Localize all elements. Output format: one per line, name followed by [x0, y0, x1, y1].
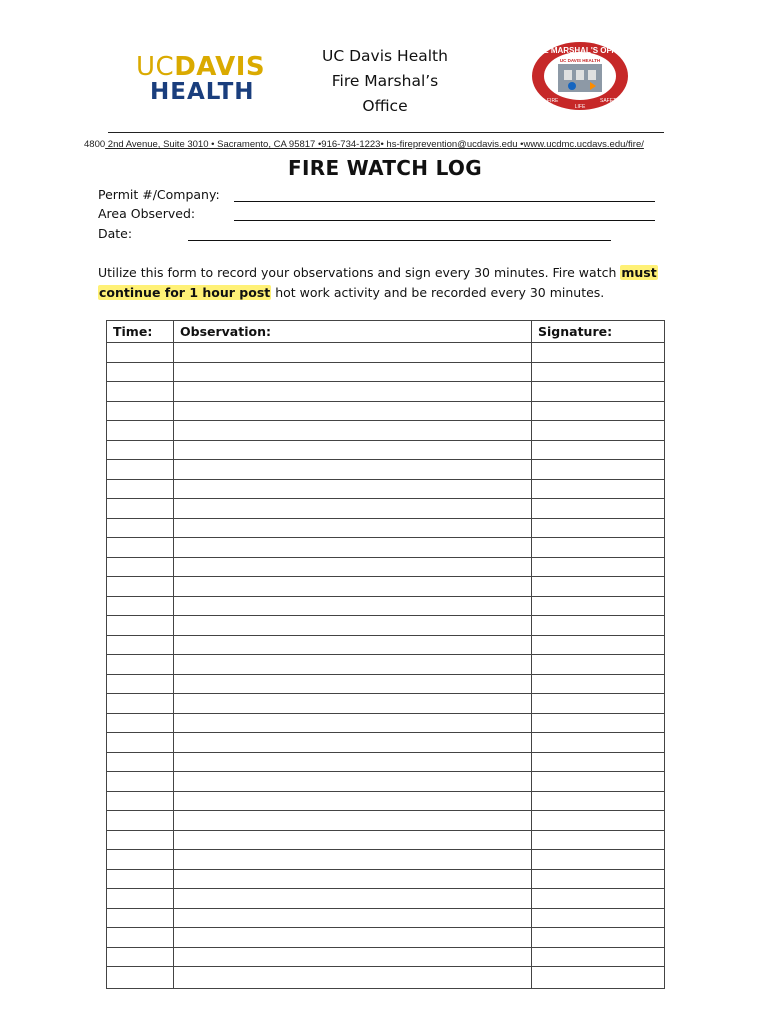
- signature-cell[interactable]: [532, 401, 665, 421]
- signature-cell[interactable]: [532, 733, 665, 753]
- observation-cell[interactable]: [174, 382, 532, 402]
- signature-cell[interactable]: [532, 382, 665, 402]
- signature-cell[interactable]: [532, 674, 665, 694]
- time-cell[interactable]: [107, 499, 174, 519]
- table-row: [107, 947, 665, 967]
- table-row: [107, 869, 665, 889]
- signature-cell[interactable]: [532, 655, 665, 675]
- table-row: [107, 479, 665, 499]
- signature-cell[interactable]: [532, 577, 665, 597]
- observation-cell[interactable]: [174, 908, 532, 928]
- permit-company-label: Permit #/Company:: [98, 187, 220, 202]
- signature-cell[interactable]: [532, 830, 665, 850]
- time-cell[interactable]: [107, 947, 174, 967]
- table-row: [107, 752, 665, 772]
- signature-cell[interactable]: [532, 811, 665, 831]
- table-row: [107, 908, 665, 928]
- time-cell[interactable]: [107, 928, 174, 948]
- signature-cell[interactable]: [532, 518, 665, 538]
- table-row: [107, 928, 665, 948]
- observation-cell[interactable]: [174, 928, 532, 948]
- table-row: [107, 382, 665, 402]
- table-row: [107, 635, 665, 655]
- table-row: [107, 967, 665, 989]
- observation-cell[interactable]: [174, 343, 532, 363]
- observation-cell[interactable]: [174, 479, 532, 499]
- time-cell[interactable]: [107, 791, 174, 811]
- table-row: [107, 616, 665, 636]
- table-row: [107, 889, 665, 909]
- signature-column-header: Signature:: [532, 321, 665, 343]
- signature-cell[interactable]: [532, 596, 665, 616]
- signature-cell[interactable]: [532, 538, 665, 558]
- table-row: [107, 557, 665, 577]
- signature-cell[interactable]: [532, 635, 665, 655]
- observation-cell[interactable]: [174, 752, 532, 772]
- observation-cell[interactable]: [174, 499, 532, 519]
- table-row: [107, 713, 665, 733]
- table-row: [107, 401, 665, 421]
- observation-cell[interactable]: [174, 655, 532, 675]
- time-cell[interactable]: [107, 518, 174, 538]
- time-cell[interactable]: [107, 557, 174, 577]
- signature-cell[interactable]: [532, 791, 665, 811]
- time-cell[interactable]: [107, 967, 174, 989]
- office-title: UC Davis Health Fire Marshal’s Office: [322, 47, 448, 115]
- signature-cell[interactable]: [532, 616, 665, 636]
- time-cell[interactable]: [107, 362, 174, 382]
- table-row: [107, 791, 665, 811]
- time-cell[interactable]: [107, 538, 174, 558]
- table-row: [107, 811, 665, 831]
- table-row: [107, 538, 665, 558]
- signature-cell[interactable]: [532, 362, 665, 382]
- svg-text:SAFETY: SAFETY: [600, 98, 620, 104]
- signature-cell[interactable]: [532, 947, 665, 967]
- time-cell[interactable]: [107, 343, 174, 363]
- signature-cell[interactable]: [532, 869, 665, 889]
- signature-cell[interactable]: [532, 772, 665, 792]
- observation-cell[interactable]: [174, 674, 532, 694]
- observation-cell[interactable]: [174, 577, 532, 597]
- signature-cell[interactable]: [532, 460, 665, 480]
- observation-cell[interactable]: [174, 518, 532, 538]
- signature-cell[interactable]: [532, 694, 665, 714]
- table-row: [107, 499, 665, 519]
- table-row: [107, 674, 665, 694]
- observation-cell[interactable]: [174, 791, 532, 811]
- observation-cell[interactable]: [174, 401, 532, 421]
- fire-watch-log-table: [106, 320, 665, 989]
- svg-text:FIRE MARSHAL'S OFFICE: FIRE MARSHAL'S OFFICE: [530, 46, 630, 55]
- signature-cell[interactable]: [532, 752, 665, 772]
- signature-cell[interactable]: [532, 967, 665, 989]
- signature-cell[interactable]: [532, 889, 665, 909]
- time-cell[interactable]: [107, 830, 174, 850]
- time-cell[interactable]: [107, 479, 174, 499]
- table-row: [107, 362, 665, 382]
- table-row: [107, 421, 665, 441]
- observation-cell[interactable]: [174, 733, 532, 753]
- time-cell[interactable]: [107, 674, 174, 694]
- area-observed-label: Area Observed:: [98, 206, 196, 221]
- permit-company-field[interactable]: [234, 201, 655, 202]
- table-row: [107, 655, 665, 675]
- observation-cell[interactable]: [174, 889, 532, 909]
- observation-cell[interactable]: [174, 869, 532, 889]
- time-cell[interactable]: [107, 401, 174, 421]
- time-cell[interactable]: [107, 772, 174, 792]
- time-cell[interactable]: [107, 889, 174, 909]
- observation-cell[interactable]: [174, 830, 532, 850]
- time-cell[interactable]: [107, 382, 174, 402]
- uc-davis-health-logo: UCDAVIS HEALTH: [136, 52, 266, 105]
- date-label: Date:: [98, 226, 133, 241]
- table-row: [107, 440, 665, 460]
- observation-cell[interactable]: [174, 616, 532, 636]
- observation-cell[interactable]: [174, 947, 532, 967]
- header-divider: [108, 132, 664, 133]
- signature-cell[interactable]: [532, 850, 665, 870]
- observation-cell[interactable]: [174, 850, 532, 870]
- observation-cell[interactable]: [174, 362, 532, 382]
- observation-cell[interactable]: [174, 440, 532, 460]
- time-cell[interactable]: [107, 655, 174, 675]
- table-row: [107, 694, 665, 714]
- signature-cell[interactable]: [532, 421, 665, 441]
- table-row: [107, 596, 665, 616]
- page-title: FIRE WATCH LOG: [288, 156, 482, 180]
- table-row: [107, 518, 665, 538]
- time-cell[interactable]: [107, 440, 174, 460]
- time-cell[interactable]: [107, 635, 174, 655]
- area-observed-field[interactable]: [234, 220, 655, 221]
- observation-cell[interactable]: [174, 811, 532, 831]
- table-row: [107, 850, 665, 870]
- svg-text:UC DAVIS HEALTH: UC DAVIS HEALTH: [559, 58, 601, 63]
- time-cell[interactable]: [107, 850, 174, 870]
- signature-cell[interactable]: [532, 479, 665, 499]
- signature-cell[interactable]: [532, 928, 665, 948]
- table-row: [107, 772, 665, 792]
- address-line: 4800 2nd Avenue, Suite 3010 • Sacramento, CA 95817 •916-734-1223• hs-fireprevention@ucdavis.edu •www.ucdmc.ucdavs.edu/fire/: [84, 139, 644, 150]
- time-cell[interactable]: [107, 616, 174, 636]
- observation-cell[interactable]: [174, 596, 532, 616]
- observation-cell[interactable]: [174, 713, 532, 733]
- time-cell[interactable]: [107, 713, 174, 733]
- observation-cell[interactable]: [174, 421, 532, 441]
- time-column-header: Time:: [107, 321, 174, 343]
- time-cell[interactable]: [107, 460, 174, 480]
- time-cell[interactable]: [107, 752, 174, 772]
- observation-cell[interactable]: [174, 772, 532, 792]
- signature-cell[interactable]: [532, 713, 665, 733]
- signature-cell[interactable]: [532, 557, 665, 577]
- table-row: [107, 733, 665, 753]
- date-field[interactable]: [188, 240, 611, 241]
- signature-cell[interactable]: [532, 440, 665, 460]
- time-cell[interactable]: [107, 811, 174, 831]
- time-cell[interactable]: [107, 908, 174, 928]
- observation-cell[interactable]: [174, 460, 532, 480]
- observation-cell[interactable]: [174, 635, 532, 655]
- observation-column-header: Observation:: [174, 321, 532, 343]
- table-row: [107, 830, 665, 850]
- time-cell[interactable]: [107, 421, 174, 441]
- observation-cell[interactable]: [174, 967, 532, 989]
- observation-cell[interactable]: [174, 557, 532, 577]
- time-cell[interactable]: [107, 694, 174, 714]
- time-cell[interactable]: [107, 869, 174, 889]
- fire-marshal-badge-icon: [530, 40, 630, 114]
- observation-cell[interactable]: [174, 538, 532, 558]
- table-row: [107, 460, 665, 480]
- time-cell[interactable]: [107, 577, 174, 597]
- signature-cell[interactable]: [532, 343, 665, 363]
- table-row: [107, 343, 665, 363]
- observation-cell[interactable]: [174, 694, 532, 714]
- svg-text:FIRE: FIRE: [547, 98, 559, 104]
- table-header-row: [107, 321, 665, 343]
- svg-text:LIFE: LIFE: [574, 104, 586, 110]
- table-row: [107, 577, 665, 597]
- instructions-text: Utilize this form to record your observations and sign every 30 minutes. Fire watch must continue for 1 hour post hot work activity and be recorded every 30 minutes.: [98, 265, 657, 300]
- time-cell[interactable]: [107, 733, 174, 753]
- time-cell[interactable]: [107, 596, 174, 616]
- signature-cell[interactable]: [532, 908, 665, 928]
- signature-cell[interactable]: [532, 499, 665, 519]
